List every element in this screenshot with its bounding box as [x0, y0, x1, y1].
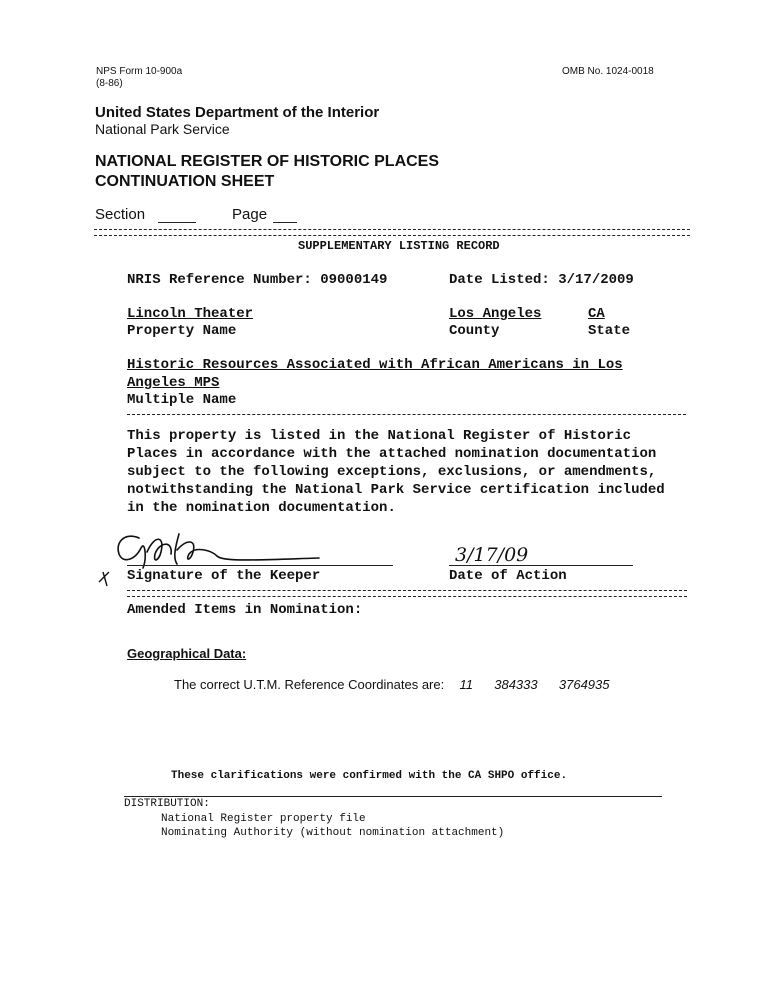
state-value: CA: [588, 306, 605, 322]
signature-line: [127, 565, 393, 566]
handwritten-date: 3/17/09: [455, 544, 529, 566]
page-blank: [273, 222, 297, 223]
property-name-label: Property Name: [127, 323, 237, 339]
utm-text: The correct U.T.M. Reference Coordinates are:: [174, 677, 445, 692]
nris-reference: NRIS Reference Number: 09000149: [127, 272, 388, 288]
multiple-name-label: Multiple Name: [127, 392, 237, 408]
statement-line: notwithstanding the National Park Service certification included: [127, 482, 665, 498]
record-double-rule: [127, 590, 687, 597]
county-label: County: [449, 323, 500, 339]
section-label: Section: [95, 206, 146, 223]
distribution-rule: [124, 796, 662, 797]
multiple-name-value-line1: Historic Resources Associated with African Americans in Los: [127, 357, 623, 373]
distribution-item: Nominating Authority (without nomination attachment): [161, 827, 505, 839]
geographical-data-heading: Geographical Data:: [127, 646, 247, 661]
date-of-action-label: Date of Action: [449, 568, 567, 584]
statement-line: Places in accordance with the attached nomination documentation: [127, 446, 657, 462]
property-name-value: Lincoln Theater: [127, 306, 254, 322]
dash-rule: [127, 414, 686, 415]
county-value: Los Angeles: [449, 306, 542, 322]
page-label: Page: [232, 206, 268, 223]
record-heading: SUPPLEMENTARY LISTING RECORD: [298, 239, 500, 253]
clarification-note: These clarifications were confirmed with the CA SHPO office.: [171, 770, 568, 782]
omb-number: OMB No. 1024-0018: [562, 66, 654, 77]
distribution-item: National Register property file: [161, 813, 366, 825]
keeper-signature: [95, 524, 395, 596]
utm-zone: 11: [459, 677, 473, 692]
statement-line: This property is listed in the National Register of Historic: [127, 428, 632, 444]
department-name: United States Department of the Interior: [95, 104, 380, 121]
agency-name: National Park Service: [95, 121, 230, 137]
date-listed: Date Listed: 3/17/2009: [449, 272, 634, 288]
utm-northing: 3764935: [558, 677, 610, 692]
state-label: State: [588, 323, 631, 339]
statement-line: subject to the following exceptions, exclusions, or amendments,: [127, 464, 657, 480]
distribution-label: DISTRIBUTION:: [124, 798, 210, 810]
date-of-action-line: [449, 565, 633, 566]
utm-easting: 384333: [494, 677, 538, 692]
statement-line: in the nomination documentation.: [127, 500, 396, 516]
multiple-name-value-line2: Angeles MPS: [127, 375, 220, 391]
listing-statement: [127, 427, 665, 517]
form-title: NATIONAL REGISTER OF HISTORIC PLACES: [95, 153, 440, 170]
utm-coordinates: [174, 677, 610, 692]
form-subtitle: CONTINUATION SHEET: [95, 173, 275, 190]
section-blank: [158, 222, 196, 223]
signature-label: Signature of the Keeper: [127, 568, 321, 584]
form-revision: (8-86): [96, 78, 123, 89]
form-number: NPS Form 10-900a: [96, 66, 183, 77]
amended-items-label: Amended Items in Nomination:: [127, 602, 363, 618]
header-double-rule: [94, 229, 690, 236]
